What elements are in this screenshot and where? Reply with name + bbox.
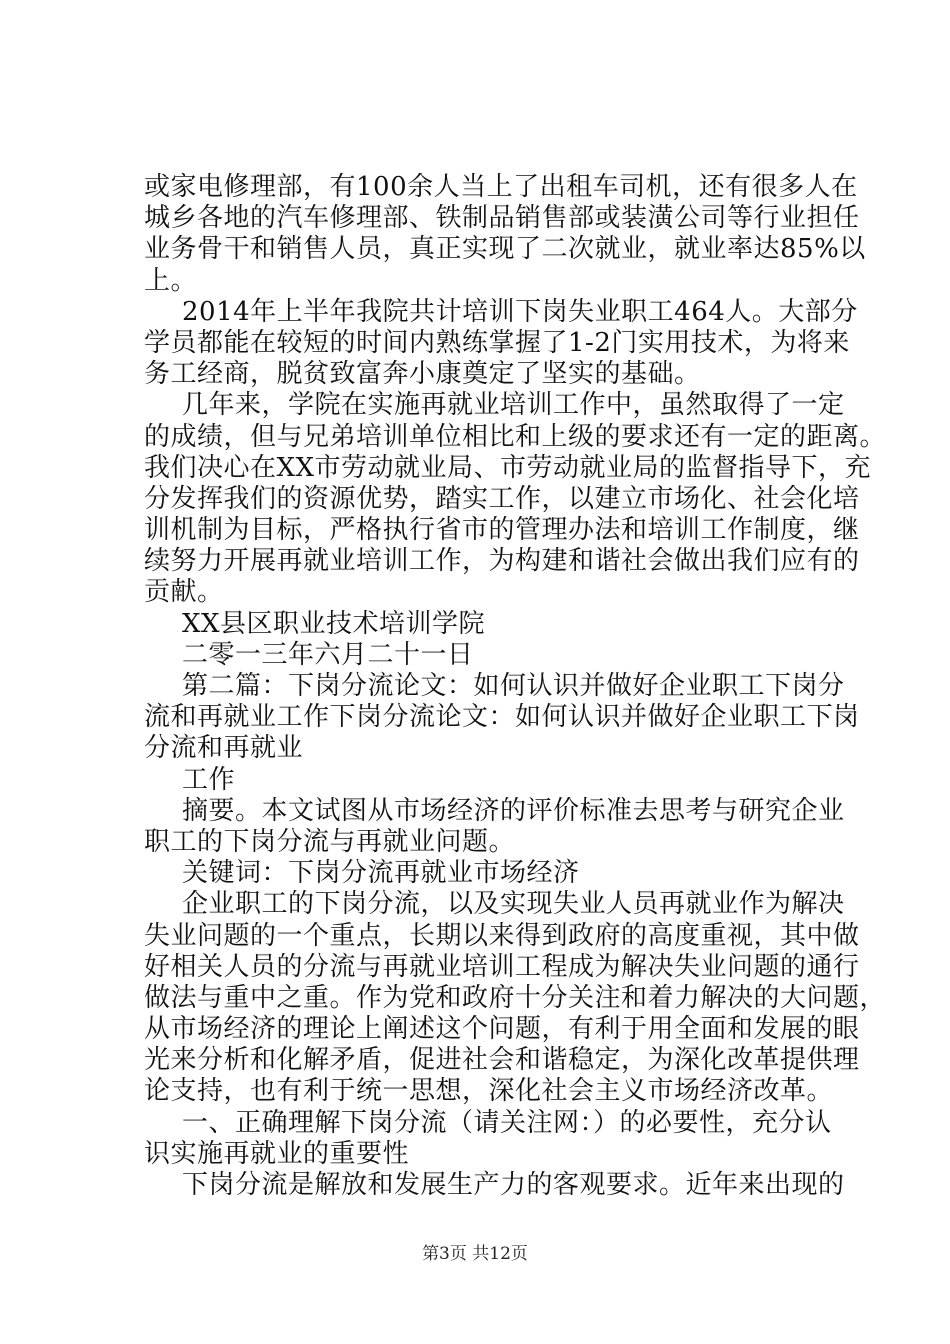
text-line: 的成绩，但与兄弟培训单位相比和上级的要求还有一定的距离。 [144,421,887,452]
text-line: 下岗分流是解放和发展生产力的客观要求。近年来出现的 [182,1170,845,1200]
page-number-label: 第3页 共12页 [422,1244,528,1264]
text-line: 续努力开展再就业培训工作，为构建和谐社会做出我们应有的 [144,546,860,577]
text-line: 训机制为目标，严格执行省市的管理办法和培训工作制度，继 [144,515,860,546]
text-line: 一、正确理解下岗分流（请关注网：）的必要性，充分认 [182,1107,832,1138]
text-line: 务工经商，脱贫致富奔小康奠定了坚实的基础。 [144,359,701,390]
text-line: 识实施再就业的重要性 [144,1138,410,1169]
text-line: 二零一三年六月二十一日 [182,639,474,670]
text-line: 流和再就业工作下岗分流论文：如何认识并做好企业职工下岗 [144,702,860,733]
text-line: 职工的下岗分流与再就业问题。 [144,826,516,857]
text-line: 几年来，学院在实施再就业培训工作中，虽然取得了一定 [182,390,845,421]
page-footer [0,1243,950,1265]
text-line: XX县区职业技术培训学院 [182,608,486,639]
text-line: 做法与重中之重。作为党和政府十分关注和着力解决的大问题， [144,982,887,1013]
text-line: 光来分析和化解矛盾，促进社会和谐稳定，为深化改革提供理 [144,1045,860,1076]
text-line: 业务骨干和销售人员，真正实现了二次就业，就业率达85%以 [144,234,866,265]
text-line: 工作 [182,764,236,795]
text-line: 城乡各地的汽车修理部、铁制品销售部或装潢公司等行业担任 [144,203,860,234]
text-line: 2014年上半年我院共计培训下岗失业职工464人。大部分 [182,296,858,327]
text-line: 上。 [144,265,198,296]
text-line: 我们决心在XX市劳动就业局、市劳动就业局的监督指导下，充 [144,452,872,483]
text-line: 从市场经济的理论上阐述这个问题，有利于用全面和发展的眼 [144,1014,860,1045]
text-line: 好相关人员的分流与再就业培训工程成为解决失业问题的通行 [144,951,860,982]
text-line: 失业问题的一个重点，长期以来得到政府的高度重视，其中做 [144,920,860,951]
text-line: 或家电修理部，有100余人当上了出租车司机，还有很多人在 [144,172,858,202]
text-line: 摘要。本文试图从市场经济的评价标准去思考与研究企业 [182,795,845,826]
text-line: 学员都能在较短的时间内熟练掌握了1-2门实用技术，为将来 [144,327,850,358]
body-text [144,172,887,1201]
text-line: 第二篇：下岗分流论文：如何认识并做好企业职工下岗分 [182,671,845,701]
text-line: 分发挥我们的资源优势，踏实工作，以建立市场化、社会化培 [144,483,860,514]
text-line: 企业职工的下岗分流，以及实现失业人员再就业作为解决 [182,889,845,920]
text-line: 论支持，也有利于统一思想，深化社会主义市场经济改革。 [144,1076,834,1107]
text-line: 贡献。 [144,577,224,608]
text-line: 关键词：下岗分流再就业市场经济 [182,858,580,889]
text-line: 分流和再就业 [144,733,304,764]
